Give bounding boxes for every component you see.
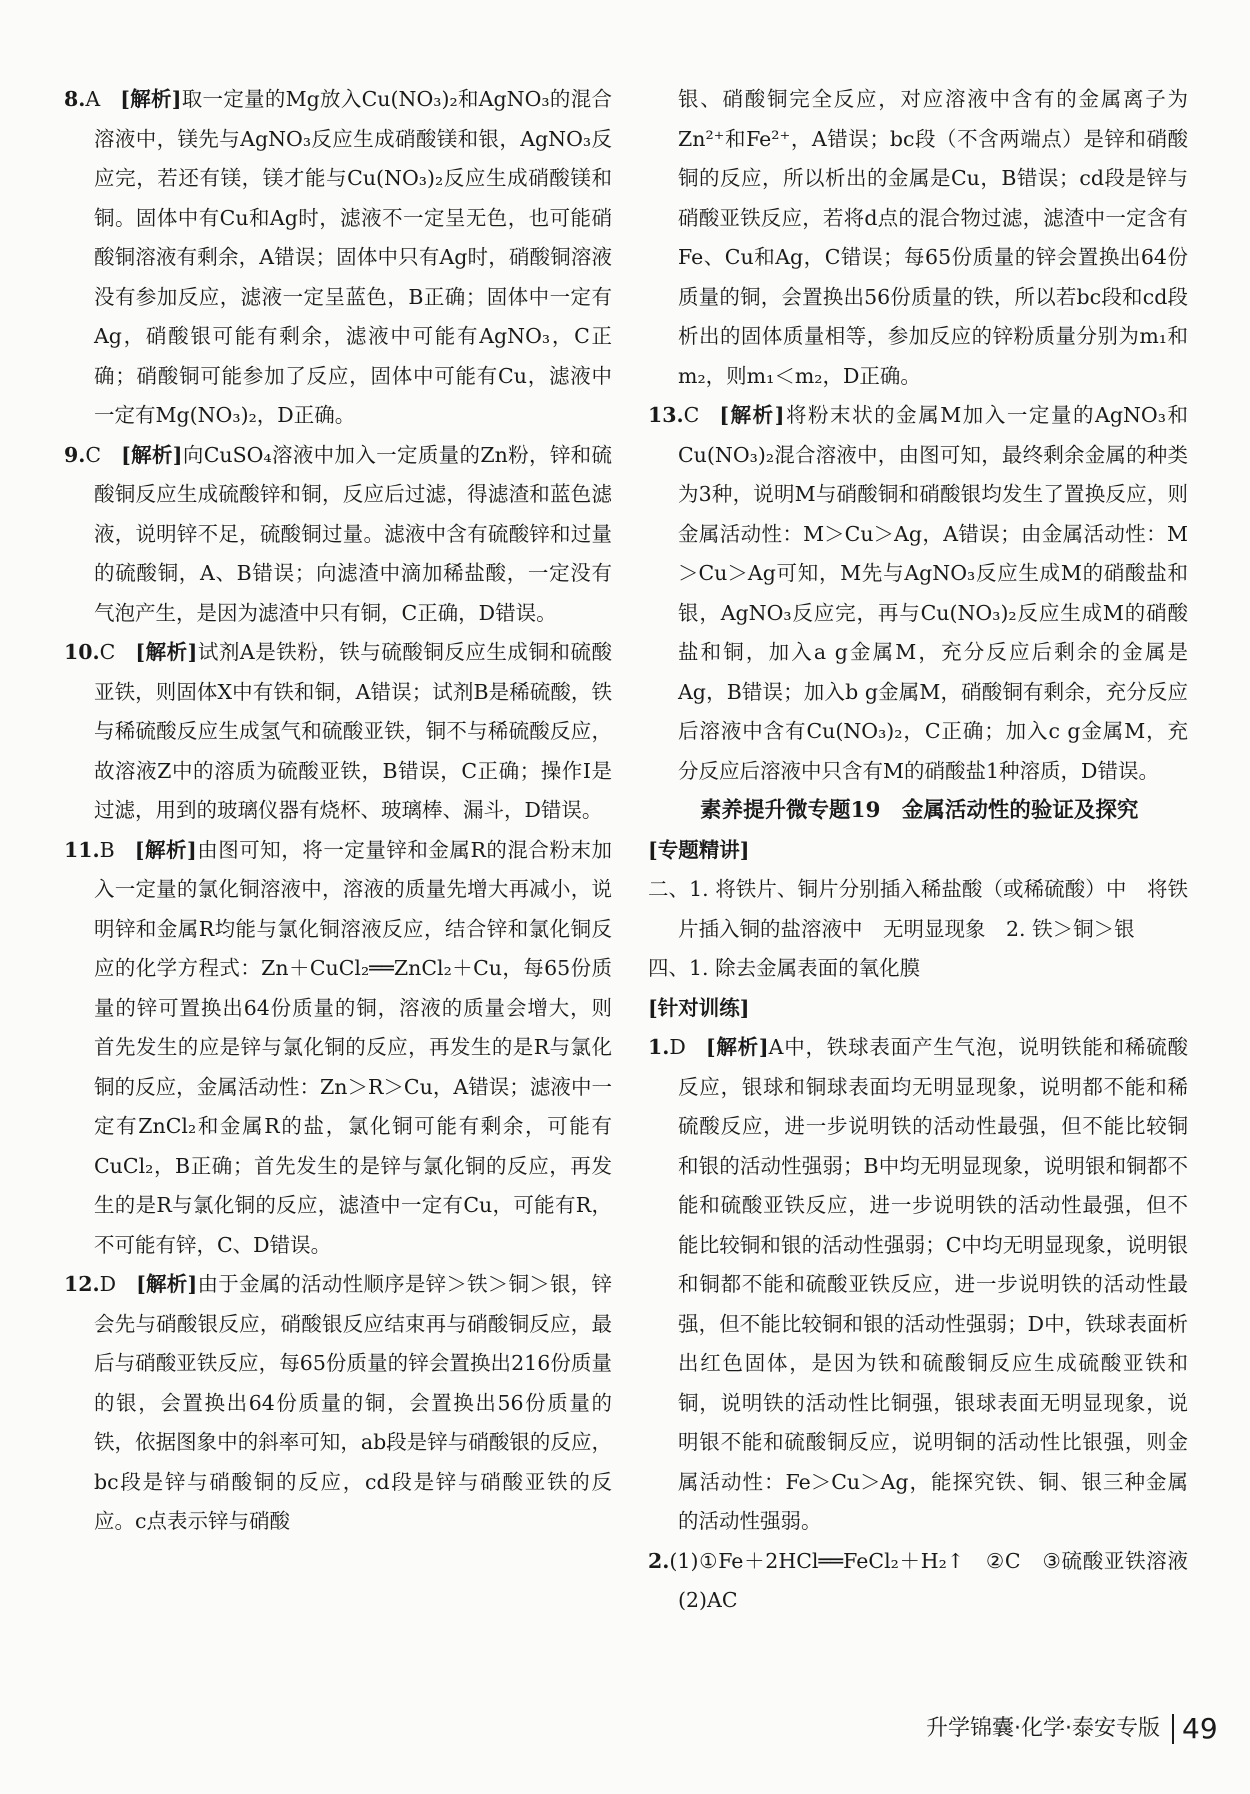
answer-item-9 <box>64 436 612 634</box>
item-text: (1)①Fe＋2HCl══FeCl₂＋H₂↑ ②C ③硫酸亚铁溶液 (2)AC <box>669 1548 1209 1612</box>
analysis-text: A中，铁球表面产生气泡，说明铁能和稀硫酸反应，银球和铜球表面均无明显现象，说明都不能和稀硫酸反应，进一步说明铁的活动性最强，但不能比较铜和银的活动性强弱；B中均无明显现象，说明银和铜都不能和硫酸亚铁反应，进一步说明铁的活动性最强，但不能比较铜和银的活动性强弱；C中均无明显现象，说明银和铜都不能和硫酸亚铁反应，进一步说明铁的活动性最强，但不能比较铜和银的活动性强弱；D中，铁球表面析出红色固体，是因为铁和硫酸铜反应生成硫酸亚铁和铜，说明铁的活动性比铜强，银球表面无明显现象，说明银不能和硫酸铜反应，说明铜的活动性比银强，则金属活动性：Fe＞Cu＞Ag，能探究铁、铜、银三种金属的活动性强弱。 <box>678 1035 1188 1533</box>
item-number: 9. <box>64 442 86 467</box>
item-number: 12. <box>64 1272 100 1296</box>
topic-item-4: 四、1. 除去金属表面的氧化膜 <box>648 956 921 980</box>
item-answer: C <box>99 640 116 664</box>
analysis-tag: [解析] <box>134 837 197 862</box>
analysis-text: 取一定量的Mg放入Cu(NO₃)₂和AgNO₃的混合溶液中，镁先与AgNO₃反应生成硝酸镁和银，AgNO₃反应完，若还有镁，镁才能与Cu(NO₃)₂反应生成硝酸镁和铜。固体中有Cu和Ag时，滤液不一定呈无色，也可能硝酸铜溶液有剩余，A错误；固体中只有Ag时，硝酸铜溶液没有参加反应，滤液一定呈蓝色，B正确；固体中一定有Ag，硝酸银可能有剩余，滤液中可能有AgNO₃，C正确；硝酸铜可能参加了反应，固体中可能有Cu，滤液中一定有Mg(NO₃)₂，D正确。 <box>94 87 612 427</box>
item-number: 11. <box>64 837 100 862</box>
item-answer: A <box>85 87 101 111</box>
page-number: 49 <box>1182 1712 1218 1745</box>
footer-divider <box>1172 1714 1174 1744</box>
analysis-tag: [解析] <box>120 87 182 111</box>
analysis-text: 试剂A是铁粉，铁与硫酸铜反应生成铜和硫酸亚铁，则固体X中有铁和铜，A错误；试剂B是稀硫酸，铁与稀硫酸反应生成氢气和硫酸亚铁，铜不与稀硫酸反应，故溶液Z中的溶质为硫酸亚铁，B错误，C正确；操作Ⅰ是过滤，用到的玻璃仪器有烧杯、玻璃棒、漏斗，D错误。 <box>94 640 612 822</box>
answer-item-10 <box>64 633 612 831</box>
item-answer: D <box>99 1272 117 1296</box>
training-item-2 <box>648 1542 1209 1621</box>
item-number: 8. <box>64 87 86 111</box>
analysis-text: 将粉末状的金属M加入一定量的AgNO₃和Cu(NO₃)₂混合溶液中，由图可知，最终剩余金属的种类为3种，说明M与硝酸铜和硝酸银均发生了置换反应，则金属活动性：M＞Cu＞Ag，A错误；由金属活动性：M＞Cu＞Ag可知，M先与AgNO₃反应生成M的硝酸盐和银，AgNO₃反应完，再与Cu(NO₃)₂反应生成M的硝酸盐和铜，加入a g金属M，充分反应后剩余的金属是Ag，B错误；加入b g金属M，硝酸铜有剩余，充分反应后溶液中含有Cu(NO₃)₂，C正确；加入c g金属M，充分反应后溶液中只含有M的硝酸盐1种溶质，D错误。 <box>678 403 1188 783</box>
training-item-1 <box>648 1028 1188 1542</box>
subsection-topic-lecture: [专题精讲] <box>648 837 750 862</box>
analysis-tag: [解析] <box>121 442 183 467</box>
left-column <box>64 80 612 1542</box>
answer-item-11 <box>64 831 612 1266</box>
book-title: 升学锦囊·化学·泰安专版 <box>926 1716 1160 1741</box>
item-12-continuation: 银、硝酸铜完全反应，对应溶液中含有的金属离子为Zn²⁺和Fe²⁺，A错误；bc段（不含两端点）是锌和硝酸铜的反应，所以析出的金属是Cu，B错误；cd段是锌与硝酸亚铁反应，若将d点的混合物过滤，滤渣中一定含有Fe、Cu和Ag，C错误；每65份质量的锌会置换出64份质量的铜，会置换出56份质量的铁，所以若bc段和cd段析出的固体质量相等，参加反应的锌粉质量分别为m₁和m₂，则m₁＜m₂，D正确。 <box>678 87 1188 388</box>
item-answer: D <box>669 1035 686 1059</box>
topic-item-2: 二、1. 将铁片、铜片分别插入稀盐酸（或稀硫酸）中 将铁片插入铜的盐溶液中 无明显现象 2. 铁＞铜＞银 <box>648 877 1188 941</box>
answer-item-8 <box>64 80 612 436</box>
answer-item-12 <box>64 1265 612 1542</box>
page-footer <box>926 1714 1218 1744</box>
item-answer: C <box>85 442 102 467</box>
analysis-tag: [解析] <box>719 403 785 427</box>
item-answer: C <box>683 403 700 427</box>
item-answer: B <box>99 837 115 862</box>
answer-item-13 <box>648 396 1188 791</box>
analysis-text: 由于金属的活动性顺序是锌＞铁＞铜＞银，锌会先与硝酸银反应，硝酸银反应结束再与硝酸铜反应，最后与硝酸亚铁反应，每65份质量的锌会置换出216份质量的银，会置换出64份质量的铜，会置换出56份质量的铁，依据图象中的斜率可知，ab段是锌与硝酸银的反应，bc段是锌与硝酸铜的反应，cd段是锌与硝酸亚铁的反应。c点表示锌与硝酸 <box>94 1272 613 1533</box>
analysis-tag: [解析] <box>705 1035 769 1059</box>
item-number: 2. <box>648 1548 670 1573</box>
right-column <box>648 80 1209 1621</box>
analysis-text: 由图可知，将一定量锌和金属R的混合粉末加入一定量的氯化铜溶液中，溶液的质量先增大再减小，说明锌和金属R均能与氯化铜溶液反应，结合锌和氯化铜反应的化学方程式：Zn＋CuCl₂══ZnCl₂＋Cu，每65份质量的锌可置换出64份质量的铜，溶液的质量会增大，则首先发生的应是锌与氯化铜的反应，再发生的是R与氯化铜的反应，金属活动性：Zn＞R＞Cu，A错误；滤液中一定有ZnCl₂和金属R的盐，氯化铜可能有剩余，可能有CuCl₂，B正确；首先发生的是锌与氯化铜的反应，再发生的是R与氯化铜的反应，滤渣中一定有Cu，可能有R，不可能有锌，C、D错误。 <box>94 837 612 1257</box>
item-number: 1. <box>648 1035 670 1059</box>
section-title: 素养提升微专题19 金属活动性的验证及探究 <box>700 798 1139 823</box>
subsection-targeted-training: [针对训练] <box>648 995 750 1020</box>
analysis-tag: [解析] <box>136 1272 198 1296</box>
item-number: 13. <box>648 403 684 427</box>
analysis-text: 向CuSO₄溶液中加入一定质量的Zn粉，锌和硫酸铜反应生成硫酸锌和铜，反应后过滤，得滤渣和蓝色滤液，说明锌不足，硫酸铜过量。滤液中含有硫酸锌和过量的硫酸铜，A、B错误；向滤渣中滴加稀盐酸，一定没有气泡产生，是因为滤渣中只有铜，C正确，D错误。 <box>94 442 612 625</box>
item-number: 10. <box>64 640 100 664</box>
analysis-tag: [解析] <box>135 640 198 664</box>
